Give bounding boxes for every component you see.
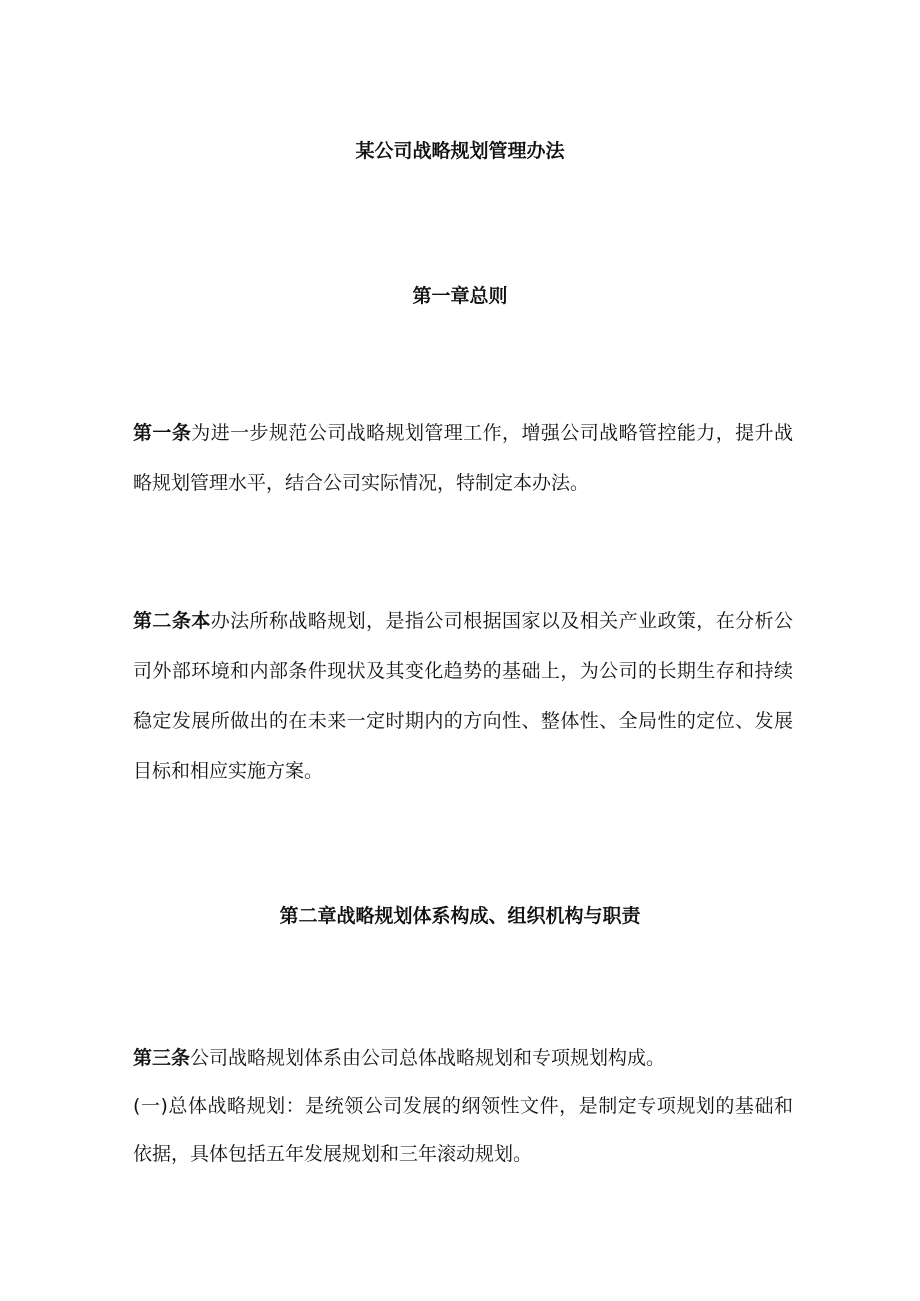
article3-lead: 第三条 [133, 1047, 191, 1069]
article1-paragraph [133, 408, 793, 508]
article2-text: 办法所称战略规划，是指公司根据国家以及相关产业政策，在分析公司外部环境和内部条件现状及其变化趋势的基础上，为公司的长期生存和持续稳定发展所做出的在未来一定时期内的方向性、整体性、全局性的定位、发展目标和相应实施方案。 [133, 610, 793, 782]
article1-text: 为进一步规范公司战略规划管理工作，增强公司战略管控能力，提升战略规划管理水平，结合公司实际情况，特制定本办法。 [133, 422, 793, 494]
article2-lead: 第二条本 [133, 610, 211, 632]
document-title: 某公司战略规划管理办法 [355, 140, 565, 162]
article3-paragraph [133, 1034, 793, 1082]
chapter1-heading: 第一章总则 [412, 285, 508, 307]
article3-text: 公司战略规划体系由公司总体战略规划和专项规划构成。 [190, 1047, 666, 1069]
chapter2-heading: 第二章战略规划体系构成、组织机构与职责 [279, 905, 641, 927]
article2-paragraph [133, 596, 793, 796]
article3-item1: (一)总体战略规划：是统领公司发展的纲领性文件，是制定专项规划的基础和依据，具体包括五年发展规划和三年滚动规划。 [133, 1095, 793, 1165]
article1-lead: 第一条 [133, 422, 192, 444]
